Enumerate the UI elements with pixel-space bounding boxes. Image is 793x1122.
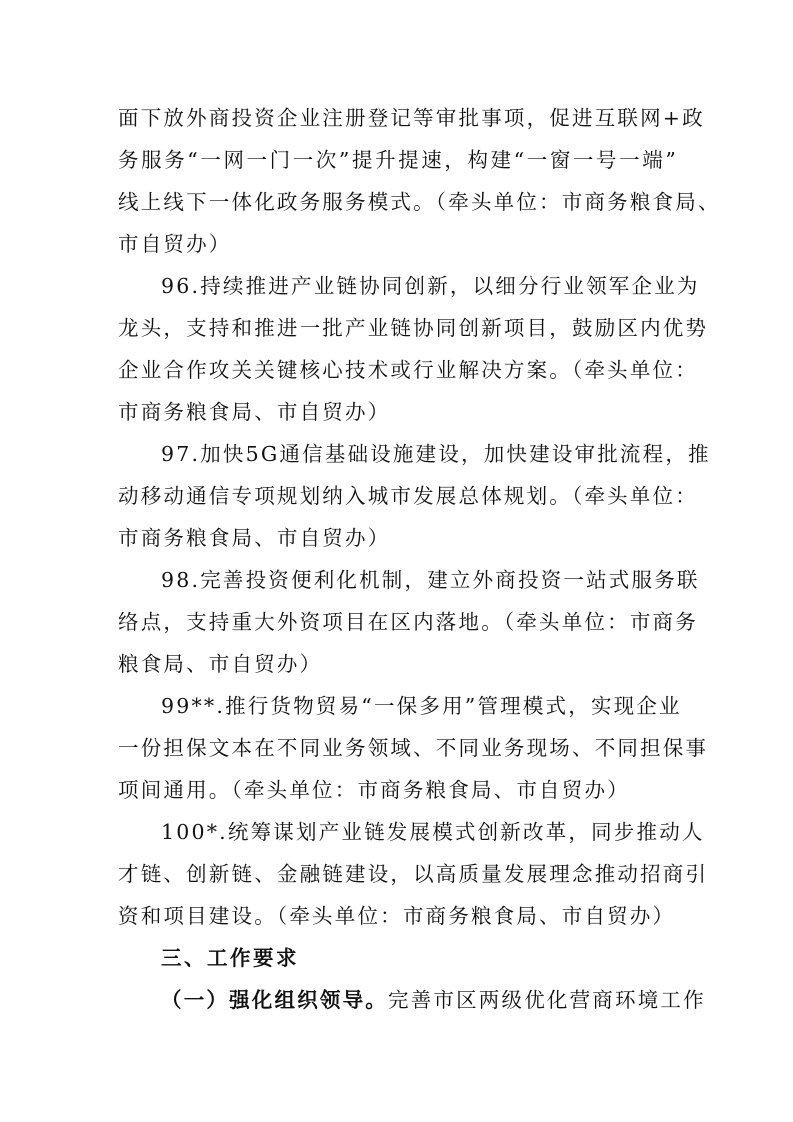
text-line: 龙头，支持和推进一批产业链协同创新项目，鼓励区内优势 (118, 316, 709, 340)
subsection-title: （一）强化组织领导。 (161, 988, 388, 1012)
text-line: 市商务粮食局、市自贸办） (118, 526, 391, 550)
subsection-text: 完善市区两级优化营商环境工作 (388, 988, 706, 1012)
item-98-first-line: 98.完善投资便利化机制，建立外商投资一站式服务联 (161, 568, 700, 592)
text-line: 粮食局、市自贸办） (118, 652, 323, 676)
text-line: 线上线下一体化政务服务模式。（牵头单位：市商务粮食局、 (118, 190, 721, 214)
text-line: 市商务粮食局、市自贸办） (118, 400, 391, 424)
text-line: 才链、创新链、金融链建设，以高质量发展理念推动招商引 (118, 862, 709, 886)
section-heading: 三、工作要求 (161, 946, 299, 970)
text-line: 资和项目建设。（牵头单位：市商务粮食局、市自贸办） (118, 904, 676, 928)
item-100-first-line: 100*.统筹谋划产业链发展模式创新改革，同步推动人 (161, 820, 705, 844)
text-line: 一份担保文本在不同业务领域、不同业务现场、不同担保事 (118, 736, 709, 760)
text-line: 市自贸办） (118, 232, 232, 256)
text-line: 企业合作攻关关键核心技术或行业解决方案。（牵头单位： (118, 358, 698, 382)
text-line: 动移动通信专项规划纳入城市发展总体规划。（牵头单位： (118, 484, 698, 508)
text-line: 面下放外商投资企业注册登记等审批事项，促进互联网+政 (118, 106, 705, 130)
text-line: 项间通用。（牵头单位：市商务粮食局、市自贸办） (118, 778, 630, 802)
item-99-first-line: 99**.推行货物贸易“一保多用”管理模式，实现企业 (161, 694, 682, 718)
item-97-first-line: 97.加快5G通信基础设施建设，加快建设审批流程，推 (161, 442, 711, 466)
item-96-first-line: 96.持续推进产业链协同创新，以细分行业领军企业为 (161, 274, 700, 298)
text-line: 务服务“一网一门一次”提升提速，构建“一窗一号一端” (118, 148, 678, 172)
text-line: 络点，支持重大外资项目在区内落地。（牵头单位：市商务 (118, 610, 698, 634)
subsection-line (161, 985, 706, 1015)
